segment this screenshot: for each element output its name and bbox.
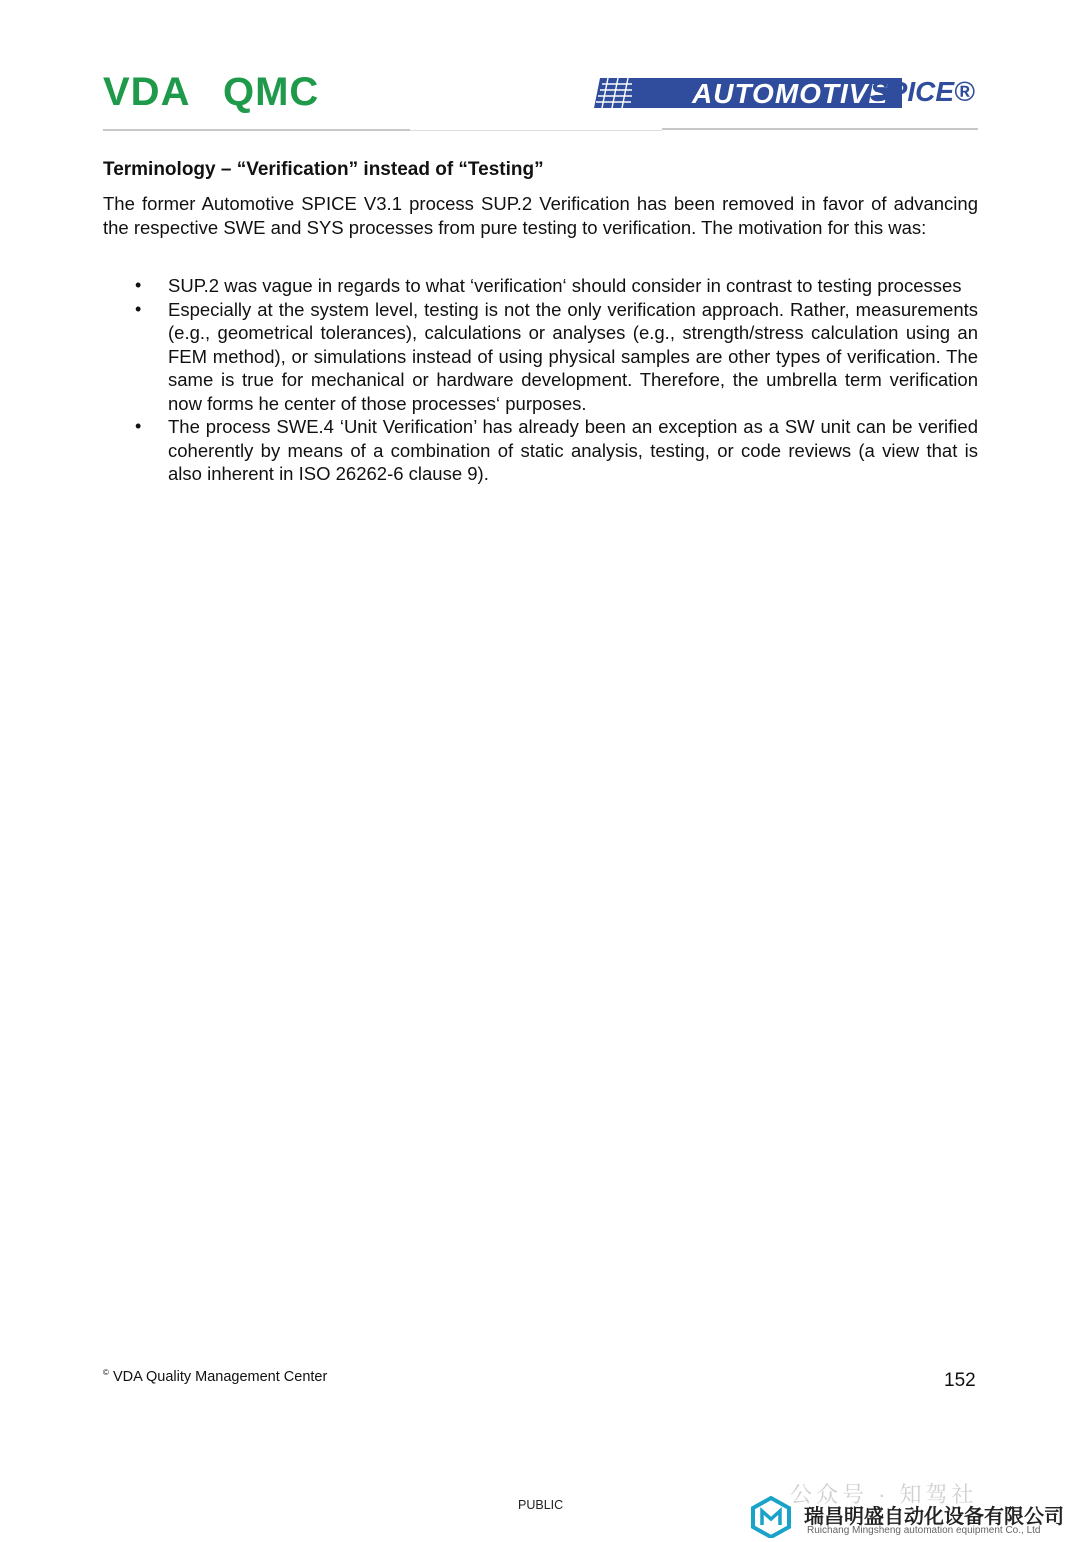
motivation-list: [103, 274, 978, 486]
watermark-company-name: 瑞昌明盛自动化设备有限公司: [804, 1506, 1064, 1528]
list-item: [103, 298, 978, 416]
header-divider-left: [103, 129, 410, 131]
copyright-symbol: ©: [103, 1368, 109, 1377]
watermark-faded-text: 公众号 · 知驾社: [790, 1482, 978, 1507]
intro-paragraph: The former Automotive SPICE V3.1 process SUP.2 Verification has been removed in favor of advancing the respective SWE and SYS processes from pure testing to verification. The motivation for this was:: [103, 193, 978, 238]
spice-logo-text: AUTOMOTIVE: [692, 78, 889, 109]
list-item-text: Especially at the system level, testing is not the only verification approach. Rather, measurements (e.g., geometrical tolerances), calculations or analyses (e.g., strength/stress calculation using an FEM method), or simulations instead of using physical samples are other types of verification. The same is true for mechanical or hardware development. Therefore, the umbrella term verification now forms he center of those processes‘ purposes.: [168, 298, 978, 414]
section-heading: Terminology – “Verification” instead of “Testing”: [103, 159, 544, 180]
footer-copyright: [103, 1368, 327, 1385]
watermark-company-subtitle: Ruichang Mingsheng automation equipment Co., Ltd: [807, 1525, 1041, 1536]
copyright-text: VDA Quality Management Center: [112, 1368, 328, 1385]
spice-logo-suffix: SPICE®: [870, 76, 975, 107]
list-item-text: SUP.2 was vague in regards to what ‘verification‘ should consider in contrast to testing processes: [168, 275, 962, 296]
list-item: [103, 274, 978, 298]
list-item: [103, 415, 978, 486]
bullet-icon: •: [135, 298, 142, 319]
page-number: 152: [944, 1370, 976, 1391]
spice-banner: [632, 78, 902, 108]
list-item-text: The process SWE.4 ‘Unit Verification’ has already been an exception as a SW unit can be verified coherently by means of a combination of static analysis, testing, or code reviews (a view that is also inherent in ISO 26262-6 clause 9).: [168, 416, 978, 484]
classification-label: PUBLIC: [518, 1498, 564, 1512]
bullet-icon: •: [135, 275, 142, 295]
company-logo-icon: [750, 1496, 792, 1538]
header-divider-right: [662, 128, 978, 130]
qmc-logo: QMC: [223, 70, 320, 114]
bullet-icon: •: [135, 416, 142, 436]
header-divider-mid: [410, 130, 662, 131]
vda-logo: VDA: [103, 70, 191, 114]
